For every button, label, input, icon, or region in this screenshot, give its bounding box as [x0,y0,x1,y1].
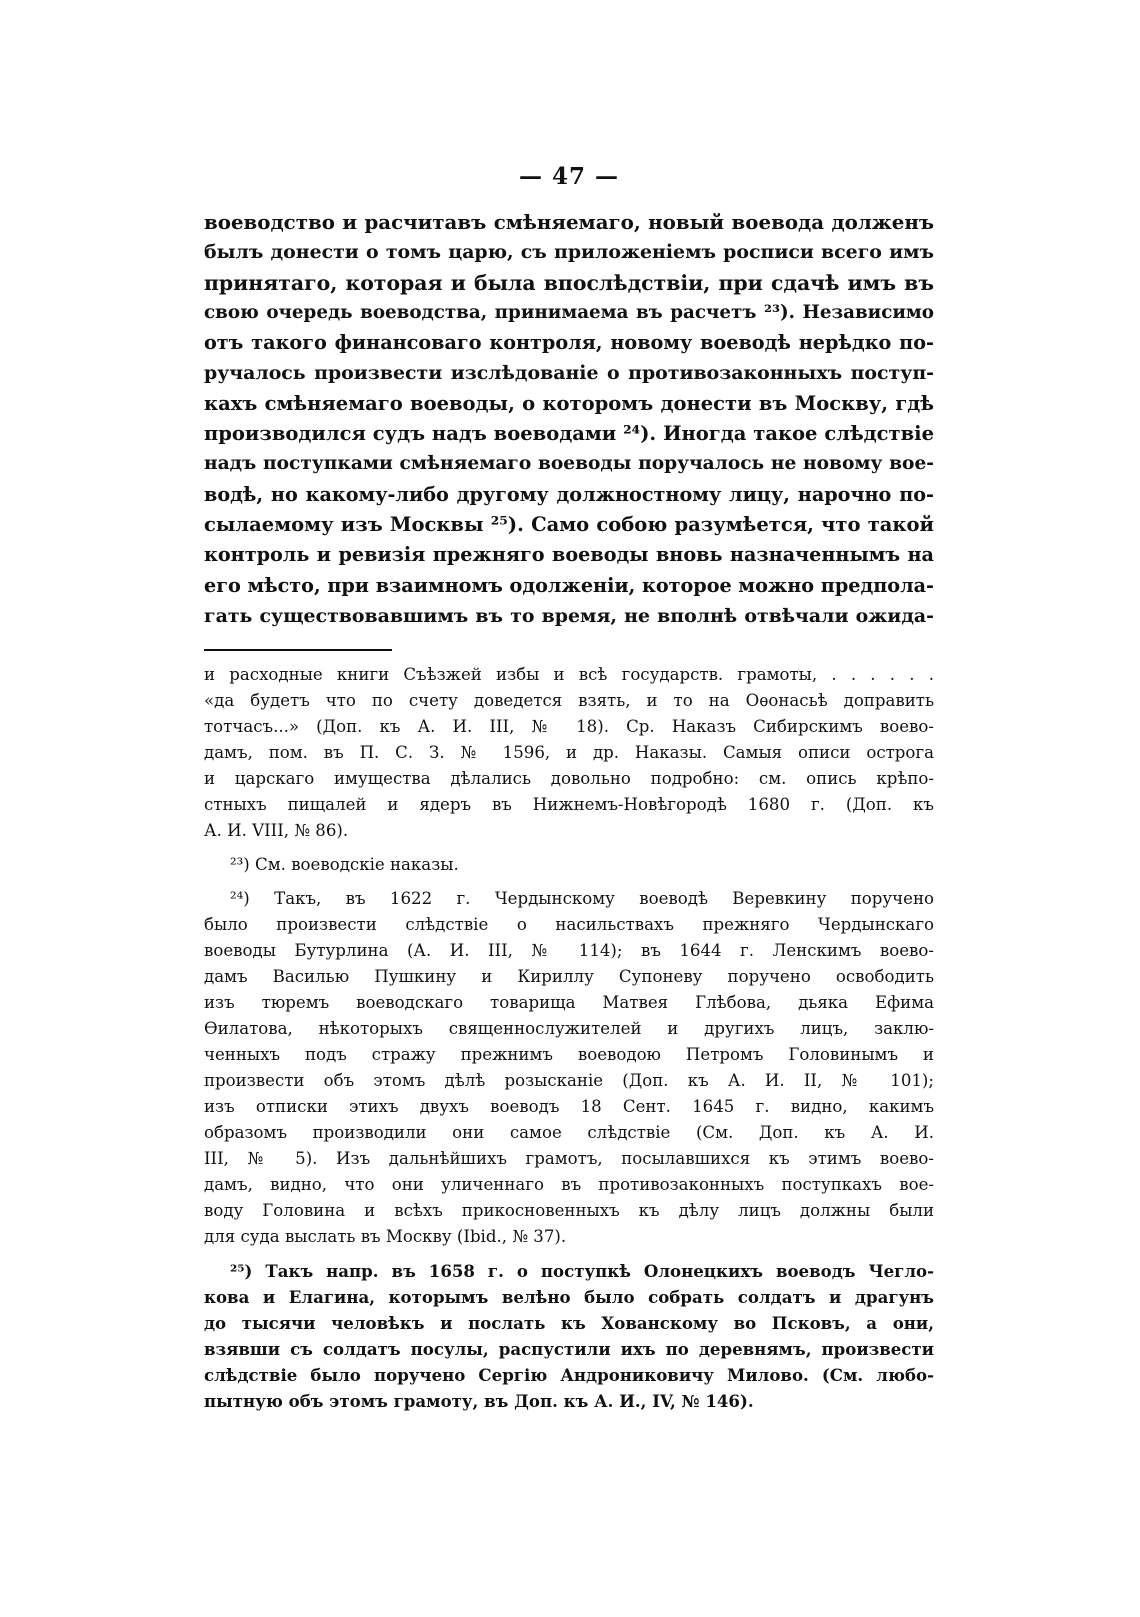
footnote-line: изъ отписки этихъ двухъ воеводъ 18 Сент. 1645 г. видно, какимъ [204,1097,934,1116]
footnote-continuation [204,662,934,844]
footnote-23 [204,852,934,878]
footnote-24 [204,886,934,1250]
footnote-25 [204,1258,934,1414]
footnote-line: А. И. VIII, № 86). [204,821,349,840]
main-text-line: отъ такого финансоваго контроля, новому воеводѣ нерѣдко по- [204,331,934,355]
main-text-line: кахъ смѣняемаго воеводы, о которомъ донести въ Москву, гдѣ [204,391,934,415]
footnote-line: воеводы Бутурлина (А. И. III, № 114); въ 1644 г. Ленскимъ воево- [204,941,934,960]
footnote-line: ²⁴) Такъ, въ 1622 г. Чердынскому воеводѣ Веревкину поручено [230,889,934,908]
main-text-line: его мѣсто, при взаимномъ одолженіи, которое можно предпола- [204,573,934,597]
footnotes [204,662,934,1422]
footnote-line: дамъ, видно, что они уличеннаго въ противозаконныхъ поступкахъ вое- [204,1175,934,1194]
footnote-line: и расходные книги Съѣзжей избы и всѣ государств. грамоты, . . . . . . [204,665,934,684]
page [204,0,934,1617]
footnote-line: стныхъ пищалей и ядеръ въ Нижнемъ-Новѣгородѣ 1680 г. (Доп. къ [204,795,934,814]
main-text-line: производился судъ надъ воеводами ²⁴). Иногда такое слѣдствіе [204,422,934,446]
footnote-line: ²³) См. воеводскіе наказы. [230,855,459,874]
footnote-line: слѣдствіе было поручено Сергію Андрониковичу Милово. (См. любо- [204,1365,934,1385]
main-text-line: принятаго, которая и была впослѣдствіи, при сдачѣ имъ въ [204,270,934,295]
footnote-line: произвести объ этомъ дѣлѣ розысканіе (Доп. къ А. И. II, № 101); [204,1071,934,1090]
main-text-line: водѣ, но какому-либо другому должностному лицу, нарочно по- [204,482,934,506]
main-text-line: воеводство и расчитавъ смѣняемаго, новый воевода долженъ [204,210,934,234]
footnote-line: и царскаго имущества дѣлались довольно подробно: см. опись крѣпо- [204,769,934,788]
footnote-line: образомъ производили они самое слѣдствіе (См. Доп. къ А. И. [204,1123,934,1142]
main-text-line: контроль и ревизія прежняго воеводы вновь назначеннымъ на [204,543,934,567]
footnote-line: воду Головина и всѣхъ прикосновенныхъ къ дѣлу лицъ должны были [204,1201,934,1220]
footnote-line: тотчасъ...» (Доп. къ А. И. III, № 18). Ср. Наказъ Сибирскимъ воево- [204,717,934,736]
main-text-line: свою очередь воеводства, принимаема въ расчетъ ²³). Независимо [204,301,934,323]
footnote-line: III, № 5). Изъ дальнѣйшихъ грамотъ, посылавшихся къ этимъ воево- [204,1149,934,1168]
main-text-line: гать существовавшимъ въ то время, не вполнѣ отвѣчали ожида- [204,604,934,627]
footnote-line: взявши съ солдатъ посулы, распустили ихъ по деревнямъ, произвести [204,1339,934,1359]
footnote-line: «да будетъ что по счету доведется взять, и то на Оѳонасьѣ доправить [204,691,934,710]
footnote-line: для суда выслать въ Москву (Ibid., № 37). [204,1227,567,1246]
page-number: — 47 — [518,163,620,190]
footnote-line: изъ тюремъ воеводскаго товарища Матвея Глѣбова, дьяка Ефима [204,993,934,1012]
main-text-line: ручалось произвести изслѣдованіе о противозаконныхъ поступ- [204,362,934,385]
footnote-line: дамъ, пом. въ П. С. З. № 1596, и др. Наказы. Самыя описи острога [204,743,934,762]
footnote-line: дамъ Василью Пушкину и Кириллу Супоневу поручено освободить [204,967,934,986]
footnote-line: было произвести слѣдствіе о насильствахъ прежняго Чердынскаго [204,915,934,934]
footnote-separator [204,649,392,651]
footnote-line: пытную объ этомъ грамоту, въ Доп. къ А. И., IV, № 146). [204,1391,754,1411]
footnote-line: Ѳилатова, нѣкоторыхъ священнослужителей и другихъ лицъ, заклю- [204,1019,934,1038]
footnote-line: ченныхъ подъ стражу прежнимъ воеводою Петромъ Головинымъ и [204,1045,934,1064]
footnote-line: до тысячи человѣкъ и послать къ Хованскому во Псковъ, а они, [204,1313,934,1333]
footnote-line: ²⁵) Такъ напр. въ 1658 г. о поступкѣ Олонецкихъ воеводъ Чегло- [230,1261,934,1281]
main-text-line: надъ поступками смѣняемаго воеводы поручалось не новому вое- [204,453,934,475]
main-text [204,207,934,631]
main-text-line: былъ донести о томъ царю, съ приложеніемъ росписи всего имъ [204,241,934,264]
main-text-line: сылаемому изъ Москвы ²⁵). Само собою разумѣется, что такой [204,512,934,536]
footnote-line: кова и Елагина, которымъ велѣно было собрать солдатъ и драгунъ [204,1287,934,1307]
